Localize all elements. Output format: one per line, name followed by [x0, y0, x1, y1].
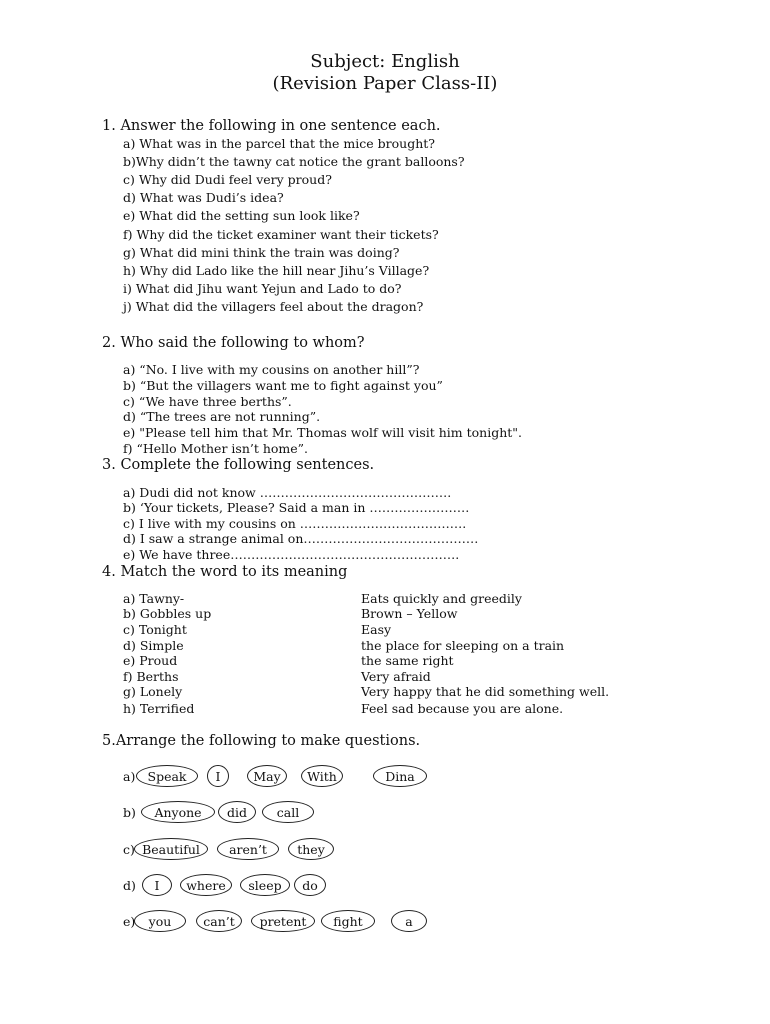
q2-item: f) “Hello Mother isn’t home”.: [123, 441, 309, 456]
subject-title: Subject: English: [310, 51, 460, 72]
q4-word: d) Simple: [123, 638, 184, 653]
q1-item: i) What did Jihu want Yejun and Lado to do?: [123, 281, 402, 296]
q5-heading: 5.Arrange the following to make questions.: [102, 733, 421, 749]
q3-item: e) We have three……………………………………………….: [123, 547, 460, 562]
word-oval: With: [301, 765, 343, 787]
q4-word: a) Tawny-: [123, 591, 185, 606]
word-oval: they: [288, 838, 334, 860]
q2-item: c) “We have three berths”.: [123, 394, 292, 409]
word-oval: I: [207, 765, 229, 787]
word-oval: Speak: [136, 765, 198, 787]
q4-meaning: Very happy that he did something well.: [361, 684, 610, 699]
q2-heading: 2. Who said the following to whom?: [102, 335, 365, 351]
word-oval: a: [391, 910, 427, 932]
q2-item: e) "Please tell him that Mr. Thomas wolf will visit him tonight".: [123, 425, 523, 440]
word-oval: I: [142, 874, 172, 896]
q5-row-label: b): [123, 805, 136, 820]
q1-heading: 1. Answer the following in one sentence each.: [102, 118, 441, 134]
word-oval: did: [218, 801, 256, 823]
word-oval: aren’t: [217, 838, 279, 860]
q4-word: h) Terrified: [123, 701, 195, 716]
word-oval: Anyone: [141, 801, 215, 823]
q5-row-label: a): [123, 769, 136, 784]
word-oval: can’t: [196, 910, 242, 932]
word-oval: sleep: [240, 874, 290, 896]
q3-item: c) I live with my cousins on ………………………………….: [123, 516, 467, 531]
q1-item: j) What did the villagers feel about the dragon?: [123, 299, 424, 314]
q4-heading: 4. Match the word to its meaning: [102, 564, 348, 580]
q1-item: h) Why did Lado like the hill near Jihu’s Village?: [123, 263, 430, 278]
q5-row-label: d): [123, 878, 136, 893]
q4-word: c) Tonight: [123, 622, 187, 637]
q4-meaning: Feel sad because you are alone.: [361, 701, 564, 716]
q4-meaning: the same right: [361, 653, 454, 668]
q4-meaning: Brown – Yellow: [361, 606, 458, 621]
q1-item: g) What did mini think the train was doing?: [123, 245, 400, 260]
q1-item: d) What was Dudi’s idea?: [123, 190, 284, 205]
word-oval: where: [180, 874, 232, 896]
word-oval: Beautiful: [134, 838, 208, 860]
word-oval: fight: [321, 910, 375, 932]
q1-item: f) Why did the ticket examiner want their tickets?: [123, 227, 439, 242]
q4-word: g) Lonely: [123, 684, 183, 699]
word-oval: pretent: [251, 910, 315, 932]
q1-item: a) What was in the parcel that the mice brought?: [123, 136, 435, 151]
q4-meaning: Eats quickly and greedily: [361, 591, 522, 606]
q1-item: b)Why didn’t the tawny cat notice the grant balloons?: [123, 154, 465, 169]
q4-word: b) Gobbles up: [123, 606, 212, 621]
word-oval: call: [262, 801, 314, 823]
q3-item: d) I saw a strange animal on……………………………………: [123, 531, 479, 546]
word-oval: you: [134, 910, 186, 932]
q1-item: e) What did the setting sun look like?: [123, 208, 360, 223]
q3-heading: 3. Complete the following sentences.: [102, 457, 375, 473]
q4-word: f) Berths: [123, 669, 179, 684]
q1-item: c) Why did Dudi feel very proud?: [123, 172, 332, 187]
word-oval: May: [247, 765, 287, 787]
q5-row-label: e): [123, 914, 136, 929]
word-oval: Dina: [373, 765, 427, 787]
q2-item: b) “But the villagers want me to fight against you”: [123, 378, 443, 393]
q2-item: a) “No. I live with my cousins on another hill”?: [123, 362, 420, 377]
q5-row-label: c): [123, 842, 135, 857]
q3-item: a) Dudi did not know ……………………………………….: [123, 485, 452, 500]
word-oval: do: [294, 874, 326, 896]
q3-item: b) ‘Your tickets, Please? Said a man in ……………………: [123, 500, 470, 515]
q4-word: e) Proud: [123, 653, 178, 668]
paper-title: (Revision Paper Class-II): [272, 73, 498, 94]
q4-meaning: the place for sleeping on a train: [361, 638, 565, 653]
q2-item: d) “The trees are not running”.: [123, 409, 321, 424]
q4-meaning: Easy: [361, 622, 392, 637]
q4-meaning: Very afraid: [361, 669, 431, 684]
